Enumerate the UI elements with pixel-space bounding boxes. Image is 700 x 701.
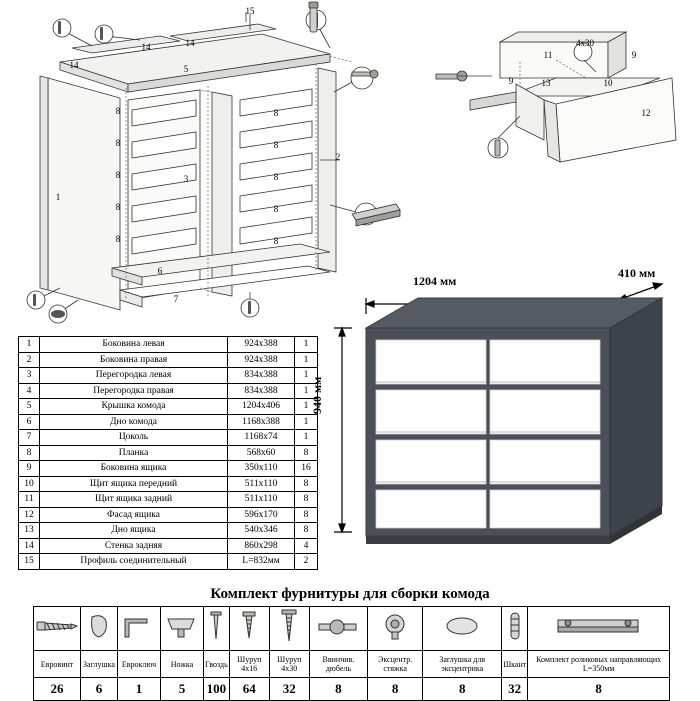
table-row bbox=[19, 492, 318, 508]
dresser-render bbox=[310, 262, 700, 582]
fitting-qty: 6 bbox=[81, 678, 118, 701]
part-number: 11 bbox=[19, 492, 40, 508]
svg-text:15: 15 bbox=[245, 6, 255, 16]
part-name: Профиль соединительный bbox=[40, 554, 228, 570]
svg-text:1: 1 bbox=[55, 192, 61, 202]
part-number: 5 bbox=[19, 399, 40, 415]
svg-text:9: 9 bbox=[508, 76, 514, 86]
part-size: 834х388 bbox=[228, 383, 295, 399]
fitting-qty: 32 bbox=[502, 678, 528, 701]
part-name: Стенка задняя bbox=[40, 538, 228, 554]
svg-text:11: 11 bbox=[543, 50, 553, 60]
svg-text:8: 8 bbox=[115, 138, 121, 148]
fitting-qty: 8 bbox=[423, 678, 502, 701]
part-qty: 1 bbox=[295, 430, 318, 446]
part-number: 15 bbox=[19, 554, 40, 570]
part-size: 924х388 bbox=[228, 337, 295, 353]
screw-icon bbox=[269, 607, 309, 651]
part-number: 8 bbox=[19, 445, 40, 461]
svg-text:2: 2 bbox=[335, 152, 341, 162]
screw-icon bbox=[229, 607, 269, 651]
part-size: 511х110 bbox=[228, 492, 295, 508]
parts-table bbox=[18, 336, 318, 570]
part-size: 540х346 bbox=[228, 523, 295, 539]
part-qty: 2 bbox=[295, 554, 318, 570]
part-qty: 8 bbox=[295, 507, 318, 523]
table-row bbox=[19, 554, 318, 570]
table-row bbox=[19, 461, 318, 477]
part-size: 860х298 bbox=[228, 538, 295, 554]
fitting-name: Эксцентр. стяжка bbox=[368, 651, 423, 678]
part-number: 7 bbox=[19, 430, 40, 446]
part-name: Дно ящика bbox=[40, 523, 228, 539]
svg-text:13: 13 bbox=[541, 78, 551, 88]
fitting-name: Шуруп 4х16 bbox=[229, 651, 269, 678]
part-qty: 1 bbox=[295, 383, 318, 399]
table-row bbox=[19, 414, 318, 430]
eccentric-icon bbox=[368, 607, 423, 651]
svg-text:3: 3 bbox=[183, 174, 189, 184]
fittings-icon-row bbox=[34, 607, 670, 651]
part-number: 10 bbox=[19, 476, 40, 492]
fitting-qty: 64 bbox=[229, 678, 269, 701]
part-qty: 1 bbox=[295, 414, 318, 430]
fittings-table bbox=[33, 606, 670, 701]
fitting-name: Комплект роликовых направляющих L=350мм bbox=[528, 651, 670, 678]
svg-text:8: 8 bbox=[273, 172, 279, 182]
part-size: 568х60 bbox=[228, 445, 295, 461]
part-size: 1204х406 bbox=[228, 399, 295, 415]
part-number: 4 bbox=[19, 383, 40, 399]
fitting-name: Заглушка bbox=[81, 651, 118, 678]
part-qty: 1 bbox=[295, 368, 318, 384]
table-row bbox=[19, 368, 318, 384]
fittings-title: Комплект фурнитуры для сборки комода bbox=[210, 586, 490, 602]
fitting-name: Евроключ bbox=[118, 651, 161, 678]
fitting-name: Евровинт bbox=[34, 651, 81, 678]
part-number: 6 bbox=[19, 414, 40, 430]
part-number: 13 bbox=[19, 523, 40, 539]
part-size: 596х170 bbox=[228, 507, 295, 523]
svg-text:12: 12 bbox=[641, 108, 651, 118]
part-qty: 1 bbox=[295, 399, 318, 415]
part-qty: 8 bbox=[295, 523, 318, 539]
fittings-name-row bbox=[34, 651, 670, 678]
part-name: Планка bbox=[40, 445, 228, 461]
table-row bbox=[19, 523, 318, 539]
svg-text:14: 14 bbox=[185, 38, 195, 48]
part-name: Перегородка левая bbox=[40, 368, 228, 384]
part-qty: 8 bbox=[295, 492, 318, 508]
table-row bbox=[19, 538, 318, 554]
fitting-qty: 5 bbox=[161, 678, 204, 701]
part-number: 3 bbox=[19, 368, 40, 384]
wood-dowel-icon bbox=[502, 607, 528, 651]
svg-text:5: 5 bbox=[183, 64, 189, 74]
part-qty: 16 bbox=[295, 461, 318, 477]
svg-text:8: 8 bbox=[273, 140, 279, 150]
fitting-qty: 8 bbox=[309, 678, 367, 701]
nail-icon bbox=[204, 607, 230, 651]
part-name: Щит ящика передний bbox=[40, 476, 228, 492]
part-size: 1168х388 bbox=[228, 414, 295, 430]
part-size: 511х110 bbox=[228, 476, 295, 492]
fitting-name: Ножка bbox=[161, 651, 204, 678]
part-size: L=832мм bbox=[228, 554, 295, 570]
fittings-qty-row bbox=[34, 678, 670, 701]
part-name: Боковина левая bbox=[40, 337, 228, 353]
svg-text:8: 8 bbox=[273, 236, 279, 246]
table-row bbox=[19, 445, 318, 461]
part-name: Боковина правая bbox=[40, 352, 228, 368]
part-name: Дно комода bbox=[40, 414, 228, 430]
part-size: 924х388 bbox=[228, 352, 295, 368]
part-size: 834х388 bbox=[228, 368, 295, 384]
svg-text:8: 8 bbox=[273, 204, 279, 214]
dresser-svg bbox=[318, 262, 700, 582]
eccentric-cap-icon bbox=[423, 607, 502, 651]
table-row bbox=[19, 507, 318, 523]
svg-text:6: 6 bbox=[157, 266, 163, 276]
svg-text:10: 10 bbox=[603, 78, 613, 88]
leg-icon bbox=[161, 607, 204, 651]
table-row bbox=[19, 383, 318, 399]
part-number: 12 bbox=[19, 507, 40, 523]
part-qty: 4 bbox=[295, 538, 318, 554]
fitting-qty: 1 bbox=[118, 678, 161, 701]
fitting-name: Шкант bbox=[502, 651, 528, 678]
part-qty: 8 bbox=[295, 476, 318, 492]
part-qty: 8 bbox=[295, 445, 318, 461]
fitting-qty: 26 bbox=[34, 678, 81, 701]
part-qty: 1 bbox=[295, 337, 318, 353]
part-name: Щит ящика задний bbox=[40, 492, 228, 508]
svg-text:14: 14 bbox=[69, 60, 79, 70]
part-number: 2 bbox=[19, 352, 40, 368]
svg-text:8: 8 bbox=[115, 170, 121, 180]
svg-text:8: 8 bbox=[273, 108, 279, 118]
svg-text:8: 8 bbox=[115, 202, 121, 212]
dresser-width-label: 1204 мм bbox=[413, 274, 457, 288]
table-row bbox=[19, 399, 318, 415]
slide-rail-icon bbox=[528, 607, 670, 651]
part-size: 350х110 bbox=[228, 461, 295, 477]
part-name: Цоколь bbox=[40, 430, 228, 446]
part-number: 14 bbox=[19, 538, 40, 554]
part-name: Перегородка правая bbox=[40, 383, 228, 399]
table-row bbox=[19, 352, 318, 368]
fitting-qty: 8 bbox=[368, 678, 423, 701]
part-name: Боковина ящика bbox=[40, 461, 228, 477]
euro-key-icon bbox=[118, 607, 161, 651]
cap-plug-icon bbox=[81, 607, 118, 651]
fitting-name: Заглушка для эксцентрика bbox=[423, 651, 502, 678]
dresser-height-label: 940 мм bbox=[310, 376, 324, 414]
part-number: 1 bbox=[19, 337, 40, 353]
fitting-name: Шуруп 4х30 bbox=[269, 651, 309, 678]
svg-text:8: 8 bbox=[115, 234, 121, 244]
svg-text:7: 7 bbox=[173, 294, 179, 304]
part-size: 1168х74 bbox=[228, 430, 295, 446]
dowel-screw-icon bbox=[309, 607, 367, 651]
dresser-depth-label: 410 мм bbox=[618, 266, 656, 280]
svg-text:8: 8 bbox=[115, 106, 121, 116]
part-qty: 1 bbox=[295, 352, 318, 368]
fitting-qty: 8 bbox=[528, 678, 670, 701]
euro-screw-icon bbox=[34, 607, 81, 651]
table-row bbox=[19, 337, 318, 353]
svg-text:9: 9 bbox=[631, 50, 637, 60]
part-number: 9 bbox=[19, 461, 40, 477]
table-row bbox=[19, 476, 318, 492]
fitting-name: Ввинчив. дюбель bbox=[309, 651, 367, 678]
table-row bbox=[19, 430, 318, 446]
svg-text:14: 14 bbox=[141, 42, 151, 52]
part-name: Крышка комода bbox=[40, 399, 228, 415]
fitting-qty: 32 bbox=[269, 678, 309, 701]
part-name: Фасад ящика bbox=[40, 507, 228, 523]
svg-text:4х30: 4х30 bbox=[576, 38, 594, 48]
fitting-name: Гвоздь bbox=[204, 651, 230, 678]
fitting-qty: 100 bbox=[204, 678, 230, 701]
